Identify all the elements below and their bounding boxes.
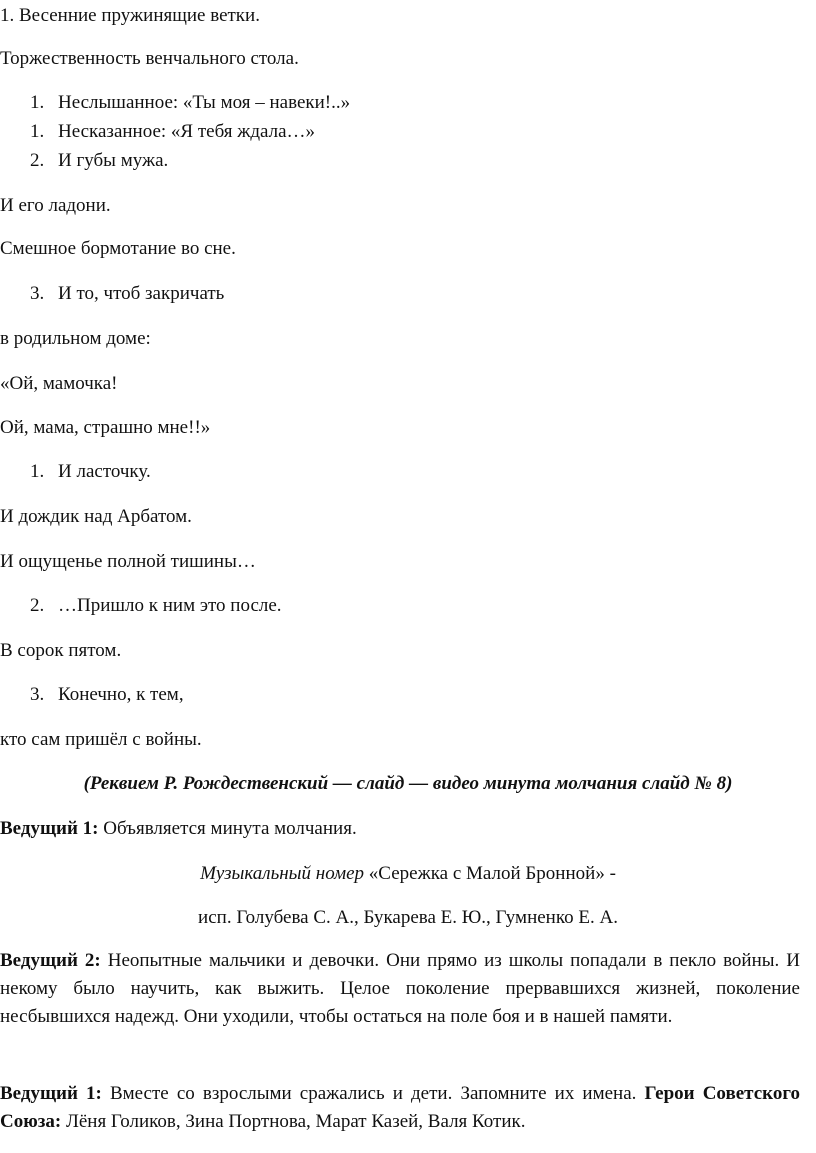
host-text: Вместе со взрослыми сражались и дети. Запомните их имена.: [101, 1083, 645, 1104]
speaker-label: Ведущий 2:: [0, 950, 101, 971]
poem-line: Торжественность венчального стола.: [0, 48, 299, 69]
list-text: …Пришло к ним это после.: [58, 595, 282, 616]
list-number: 3.: [30, 684, 45, 705]
poem-line: кто сам пришёл с войны.: [0, 729, 202, 750]
list-number: 2.: [30, 595, 45, 616]
list-number: 1.: [30, 461, 45, 482]
slide-note: (Реквием Р. Рождественский — слайд — видео минута молчания слайд № 8): [83, 773, 733, 794]
host-text: Объявляется минута молчания.: [98, 818, 357, 839]
list-text: Конечно, к тем,: [58, 684, 184, 705]
performers: исп. Голубева С. А., Букарева Е. Ю., Гумненко Е. А.: [198, 907, 618, 928]
poem-line: В сорок пятом.: [0, 640, 122, 661]
host-line: [0, 817, 357, 841]
heroes-label: Герои Советского Союза:: [0, 1083, 801, 1132]
list-text: Неслышанное: «Ты моя – навеки!..»: [58, 92, 351, 113]
heroes-names: Лёня Голиков, Зина Портнова, Марат Казей, Валя Котик.: [61, 1111, 526, 1132]
list-number: 1.: [30, 121, 45, 142]
poem-line: в родильном доме:: [0, 328, 151, 349]
poem-line: Ой, мама, страшно мне!!»: [0, 417, 211, 438]
music-title: «Сережка с Малой Бронной» -: [364, 863, 616, 884]
host-text: Неопытные мальчики и девочки. Они прямо из школы попадали в пекло войны. И некому было научить, как выжить. Целое поколение прервавшихся жизней, поколение несбывшихся надежд. Они уходили, чтобы остаться на поле боя и в нашей памяти.: [0, 950, 800, 1027]
host-paragraph: [0, 947, 800, 1031]
list-text: И то, чтоб закричать: [58, 283, 225, 304]
poem-line: Смешное бормотание во сне.: [0, 238, 236, 259]
poem-line: «Ой, мамочка!: [0, 373, 118, 394]
list-text: И ласточку.: [58, 461, 151, 482]
poem-line: И дождик над Арбатом.: [0, 506, 192, 527]
list-number: 2.: [30, 150, 45, 171]
list-text: И губы мужа.: [58, 150, 169, 171]
poem-line: И ощущенье полной тишины…: [0, 551, 256, 572]
speaker-label: Ведущий 1:: [0, 818, 99, 839]
list-text: Несказанное: «Я тебя ждала…»: [58, 121, 316, 142]
host-paragraph: [0, 1080, 800, 1136]
list-number: 3.: [30, 283, 45, 304]
list-number: 1.: [30, 92, 45, 113]
poem-line: И его ладони.: [0, 195, 111, 216]
poem-line: 1. Весенние пружинящие ветки.: [0, 5, 260, 26]
speaker-label: Ведущий 1:: [0, 1083, 102, 1104]
music-number: [0, 862, 816, 886]
music-label: Музыкальный номер: [200, 863, 365, 884]
